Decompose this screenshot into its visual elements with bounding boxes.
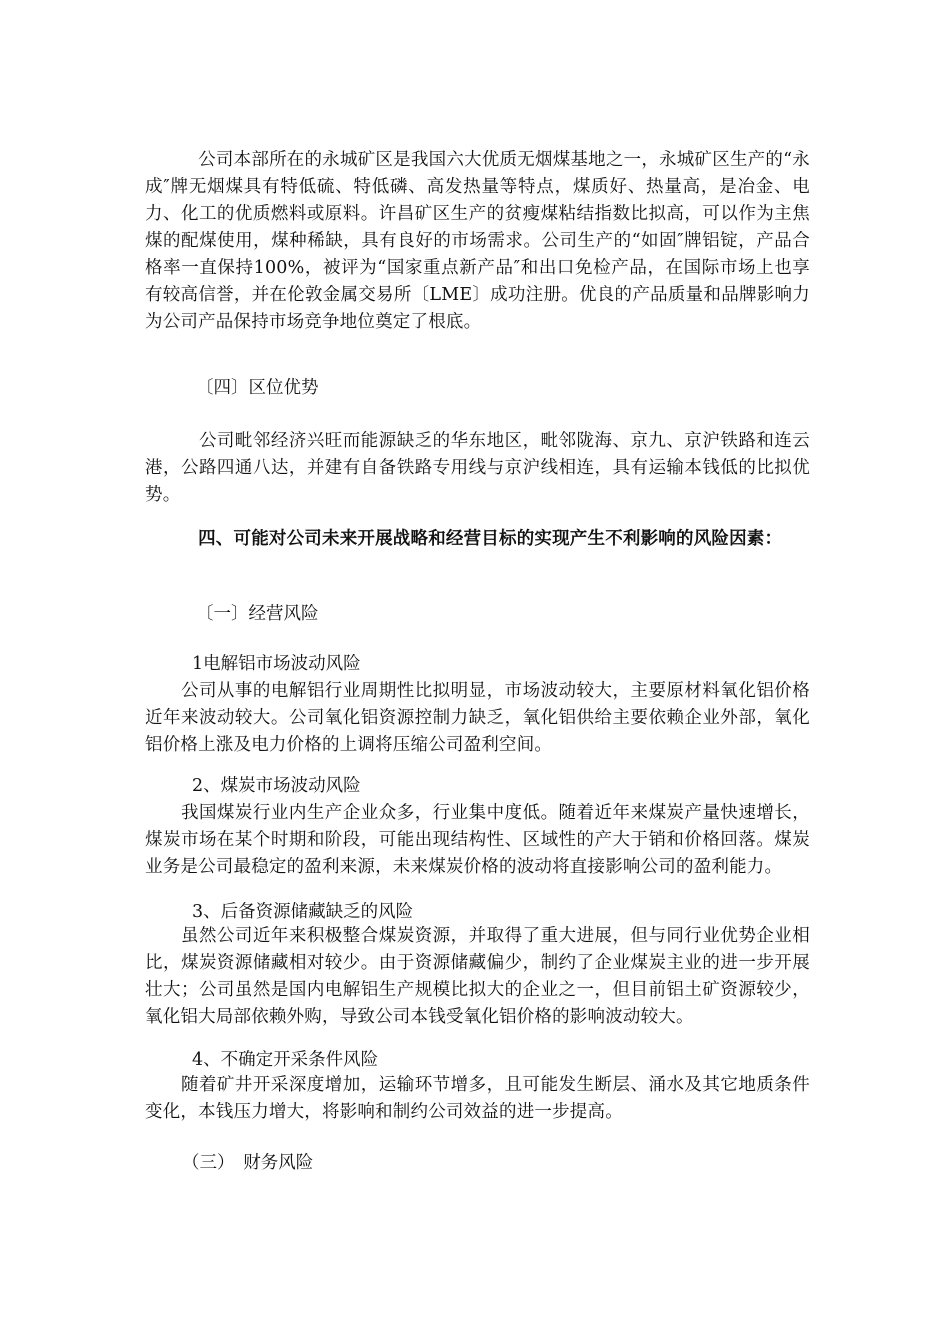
paragraph-aluminum-market-risk: 公司从事的电解铝行业周期性比拟明显，市场波动较大，主要原材料氧化铝价格近年来波动较大。公司氧化铝资源控制力缺乏，氧化铝供给主要依赖企业外部，氧化铝价格上涨及电力价格的上调将压缩公司盈利空间。	[145, 681, 810, 755]
heading-operating-risk: 〔一〕经营风险	[196, 604, 319, 624]
paragraph-location-advantage: 公司毗邻经济兴旺而能源缺乏的华东地区，毗邻陇海、京九、京沪铁路和连云港，公路四通八达，并建有自备铁路专用线与京沪线相连，具有运输本钱低的比拟优势。	[145, 431, 810, 505]
paragraph-reserve-shortage-risk: 虽然公司近年来积极整合煤炭资源，并取得了重大进展，但与同行业优势企业相比，煤炭资源储藏相对较少。由于资源储藏偏少，制约了企业煤炭主业的进一步开展壮大；公司虽然是国内电解铝生产规模比拟大的企业之一，但目前铝土矿资源较少，氧化铝大局部依赖外购，导致公司本钱受氧化铝价格的影响波动较大。	[145, 926, 810, 1027]
paragraph-product-advantage: 公司本部所在的永城矿区是我国六大优质无烟煤基地之一，永城矿区生产的“永成″牌无烟煤具有特低硫、特低磷、高发热量等特点，煤质好、热量高，是冶金、电力、化工的优质燃料或原料。许昌矿区生产的贫瘦煤粘结指数比拟高，可以作为主焦煤的配煤使用，煤种稀缺，具有良好的市场需求。公司生产的“如固″牌铝锭，产品合格率一直保持100%，被评为“国家重点新产品″和出口免检产品，在国际市场上也享有较高信誉，并在伦敦金属交易所〔LME〕成功注册。优良的产品质量和品牌影响力为公司产品保持市场竞争地位奠定了根底。	[145, 150, 810, 332]
heading-location-advantage: 〔四〕区位优势	[196, 378, 319, 398]
heading-aluminum-market-risk: 1电解铝市场波动风险	[192, 654, 361, 674]
heading-reserve-shortage-risk: 3、后备资源储藏缺乏的风险	[192, 902, 414, 922]
heading-risk-factors: 四、可能对公司未来开展战略和经营目标的实现产生不利影响的风险因素：	[145, 529, 783, 549]
heading-mining-conditions-risk: 4、不确定开采条件风险	[192, 1050, 379, 1070]
paragraph-mining-conditions-risk: 随着矿井开采深度增加，运输环节增多，且可能发生断层、涌水及其它地质条件变化，本钱压力增大，将影响和制约公司效益的进一步提高。	[145, 1075, 810, 1122]
heading-coal-market-risk: 2、煤炭市场波动风险	[192, 776, 361, 796]
paragraph-coal-market-risk: 我国煤炭行业内生产企业众多，行业集中度低。随着近年来煤炭产量快速增长，煤炭市场在某个时期和阶段，可能出现结构性、区域性的产大于销和价格回落。煤炭业务是公司最稳定的盈利来源，未来煤炭价格的波动将直接影响公司的盈利能力。	[145, 803, 810, 877]
heading-financial-risk: （三） 财务风险	[182, 1153, 314, 1173]
